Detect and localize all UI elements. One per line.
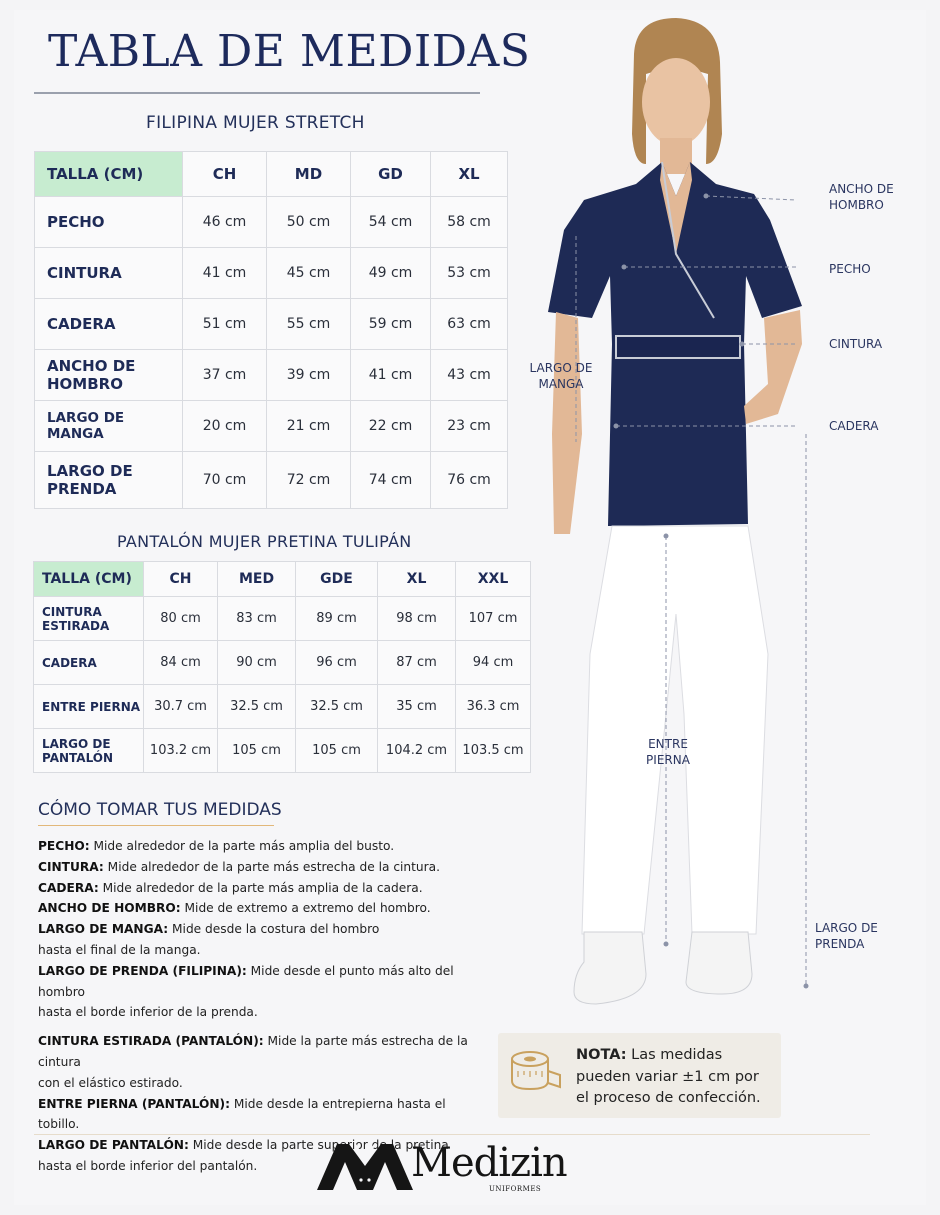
howto-item xyxy=(38,878,488,899)
howto-item xyxy=(38,919,488,940)
table-cell: 89 cm xyxy=(296,597,378,641)
table-cell: 39 cm xyxy=(267,350,351,401)
howto-term: LARGO DE MANGA: xyxy=(38,922,169,937)
howto-term: ANCHO DE HOMBRO: xyxy=(38,901,181,916)
title-divider xyxy=(34,92,480,94)
howto-item-cont: con el elástico estirado. xyxy=(38,1075,183,1090)
table-cell: 104.2 cm xyxy=(378,729,456,773)
note-term: NOTA: xyxy=(576,1047,627,1063)
howto-text: Mide desde la costura del hombro xyxy=(168,922,380,937)
table-cell: 53 cm xyxy=(431,248,508,299)
howto-divider xyxy=(38,825,274,826)
howto-term: LARGO DE PANTALÓN: xyxy=(38,1138,189,1153)
note-box xyxy=(498,1033,781,1118)
howto-term: CADERA: xyxy=(38,880,99,895)
table-cell: 41 cm xyxy=(183,248,267,299)
table-cell: 55 cm xyxy=(267,299,351,350)
table-row xyxy=(35,452,508,509)
table-row xyxy=(35,401,508,452)
brand-name: Medizin xyxy=(411,1140,567,1186)
brand-logo xyxy=(315,1138,567,1198)
row-label: CINTURA xyxy=(35,248,183,299)
table-cell: 74 cm xyxy=(351,452,431,509)
table-cell: 98 cm xyxy=(378,597,456,641)
table-cell: 51 cm xyxy=(183,299,267,350)
howto-item-cont: hasta el final de la manga. xyxy=(38,942,201,957)
howto-term: CINTURA: xyxy=(38,859,104,874)
howto-item xyxy=(38,836,488,857)
howto-term: CINTURA ESTIRADA (PANTALÓN): xyxy=(38,1034,264,1049)
size-header: GD xyxy=(351,152,431,197)
table-row xyxy=(35,299,508,350)
row-label: LARGO DE PANTALÓN xyxy=(34,729,144,773)
table1-title: FILIPINA MUJER STRETCH xyxy=(146,113,365,133)
howto-item xyxy=(38,857,488,878)
howto-term: LARGO DE PRENDA (FILIPINA): xyxy=(38,963,247,978)
measuring-tape-icon xyxy=(510,1049,562,1093)
table2-title: PANTALÓN MUJER PRETINA TULIPÁN xyxy=(117,532,412,551)
table-row xyxy=(35,197,508,248)
table-cell: 96 cm xyxy=(296,641,378,685)
inseam-label: ENTRE PIERNA xyxy=(646,737,690,767)
table-cell: 54 cm xyxy=(351,197,431,248)
row-label: LARGO DE PRENDA xyxy=(35,452,183,509)
size-header: XL xyxy=(431,152,508,197)
table-cell: 63 cm xyxy=(431,299,508,350)
size-header: GDE xyxy=(296,562,378,597)
row-label: PECHO xyxy=(35,197,183,248)
table-cell: 21 cm xyxy=(267,401,351,452)
howto-text: Mide de extremo a extremo del hombro. xyxy=(180,901,431,916)
pantalon-size-table xyxy=(33,561,531,773)
table-cell: 59 cm xyxy=(351,299,431,350)
table-cell: 45 cm xyxy=(267,248,351,299)
howto-item-cont: hasta el borde inferior de la prenda. xyxy=(38,1005,258,1020)
table-cell: 32.5 cm xyxy=(296,685,378,729)
model-illustration xyxy=(486,14,816,1014)
table-cell: 20 cm xyxy=(183,401,267,452)
table-cell: 87 cm xyxy=(378,641,456,685)
logo-jacket-mark xyxy=(315,1140,415,1192)
brand-subtitle: UNIFORMES xyxy=(489,1185,542,1193)
howto-item-cont: hasta el borde inferior del pantalón. xyxy=(38,1158,258,1173)
table-cell: 35 cm xyxy=(378,685,456,729)
table-cell: 50 cm xyxy=(267,197,351,248)
table-cell: 37 cm xyxy=(183,350,267,401)
howto-text: Mide alrededor de la parte más amplia del busto. xyxy=(89,839,395,853)
howto-title: CÓMO TOMAR TUS MEDIDAS xyxy=(38,800,282,820)
size-header: XL xyxy=(378,562,456,597)
table-cell: 70 cm xyxy=(183,452,267,509)
howto-item xyxy=(38,961,488,1003)
note-body: Las medidas pueden variar ±1 cm por el proceso de confección. xyxy=(576,1047,761,1106)
table-cell: 22 cm xyxy=(351,401,431,452)
howto-item xyxy=(38,1094,488,1136)
howto-text: Mide desde la parte superior de la pretina xyxy=(188,1138,449,1153)
howto-term: PECHO: xyxy=(38,839,90,853)
table-cell: 46 cm xyxy=(183,197,267,248)
table-cell: 41 cm xyxy=(351,350,431,401)
table-cell: 83 cm xyxy=(218,597,296,641)
table-cell: 103.5 cm xyxy=(456,729,531,773)
row-label: CINTURA ESTIRADA xyxy=(34,597,144,641)
table-cell: 80 cm xyxy=(144,597,218,641)
shoulder-label: ANCHO DE HOMBRO xyxy=(829,182,894,212)
table-row xyxy=(34,641,531,685)
waist-label: CINTURA xyxy=(829,337,883,351)
chest-label: PECHO xyxy=(829,262,871,276)
table-cell: 36.3 cm xyxy=(456,685,531,729)
row-label: LARGO DE MANGA xyxy=(35,401,183,452)
howto-text: Mide alrededor de la parte más amplia de la cadera. xyxy=(98,880,423,895)
table-row xyxy=(34,597,531,641)
table-cell: 84 cm xyxy=(144,641,218,685)
hip-label: CADERA xyxy=(829,419,879,433)
footer-divider xyxy=(34,1134,870,1135)
sleeve-label: LARGO DE MANGA xyxy=(529,361,593,391)
howto-list xyxy=(38,836,488,1177)
howto-item xyxy=(38,1031,488,1073)
table-cell: 103.2 cm xyxy=(144,729,218,773)
table-cell: 49 cm xyxy=(351,248,431,299)
table-cell: 76 cm xyxy=(431,452,508,509)
size-header: CH xyxy=(144,562,218,597)
table-cell: 58 cm xyxy=(431,197,508,248)
table-cell: 30.7 cm xyxy=(144,685,218,729)
howto-text: Mide desde la entrepierna hasta el tobillo. xyxy=(38,1096,446,1132)
table-cell: 90 cm xyxy=(218,641,296,685)
size-header: MD xyxy=(267,152,351,197)
row-label: ANCHO DE HOMBRO xyxy=(35,350,183,401)
table-cell: 105 cm xyxy=(296,729,378,773)
howto-text: Mide alrededor de la parte más estrecha de la cintura. xyxy=(103,859,441,874)
table-row xyxy=(34,685,531,729)
table-cell: 105 cm xyxy=(218,729,296,773)
note-text xyxy=(576,1045,776,1110)
table-cell: 43 cm xyxy=(431,350,508,401)
row-label: ENTRE PIERNA xyxy=(34,685,144,729)
size-header: XXL xyxy=(456,562,531,597)
page-title: TABLA DE MEDIDAS xyxy=(48,26,531,77)
table-cell: 32.5 cm xyxy=(218,685,296,729)
howto-text: Mide desde el punto más alto del hombro xyxy=(38,963,454,999)
table-header-row xyxy=(34,562,531,597)
table-row xyxy=(34,729,531,773)
row-label: CADERA xyxy=(34,641,144,685)
table-cell: 23 cm xyxy=(431,401,508,452)
size-header: MED xyxy=(218,562,296,597)
howto-term: ENTRE PIERNA (PANTALÓN): xyxy=(38,1096,230,1111)
howto-item xyxy=(38,898,488,919)
filipina-size-table xyxy=(34,151,508,509)
table-cell: 107 cm xyxy=(456,597,531,641)
table-row xyxy=(35,350,508,401)
length-label: LARGO DE PRENDA xyxy=(815,921,878,951)
table-corner-label: TALLA (CM) xyxy=(35,152,183,197)
size-header: CH xyxy=(183,152,267,197)
howto-text: Mide la parte más estrecha de la cintura xyxy=(38,1034,468,1069)
table-cell: 94 cm xyxy=(456,641,531,685)
table-header-row xyxy=(35,152,508,197)
row-label: CADERA xyxy=(35,299,183,350)
table-cell: 72 cm xyxy=(267,452,351,509)
table-row xyxy=(35,248,508,299)
table-corner-label: TALLA (CM) xyxy=(34,562,144,597)
